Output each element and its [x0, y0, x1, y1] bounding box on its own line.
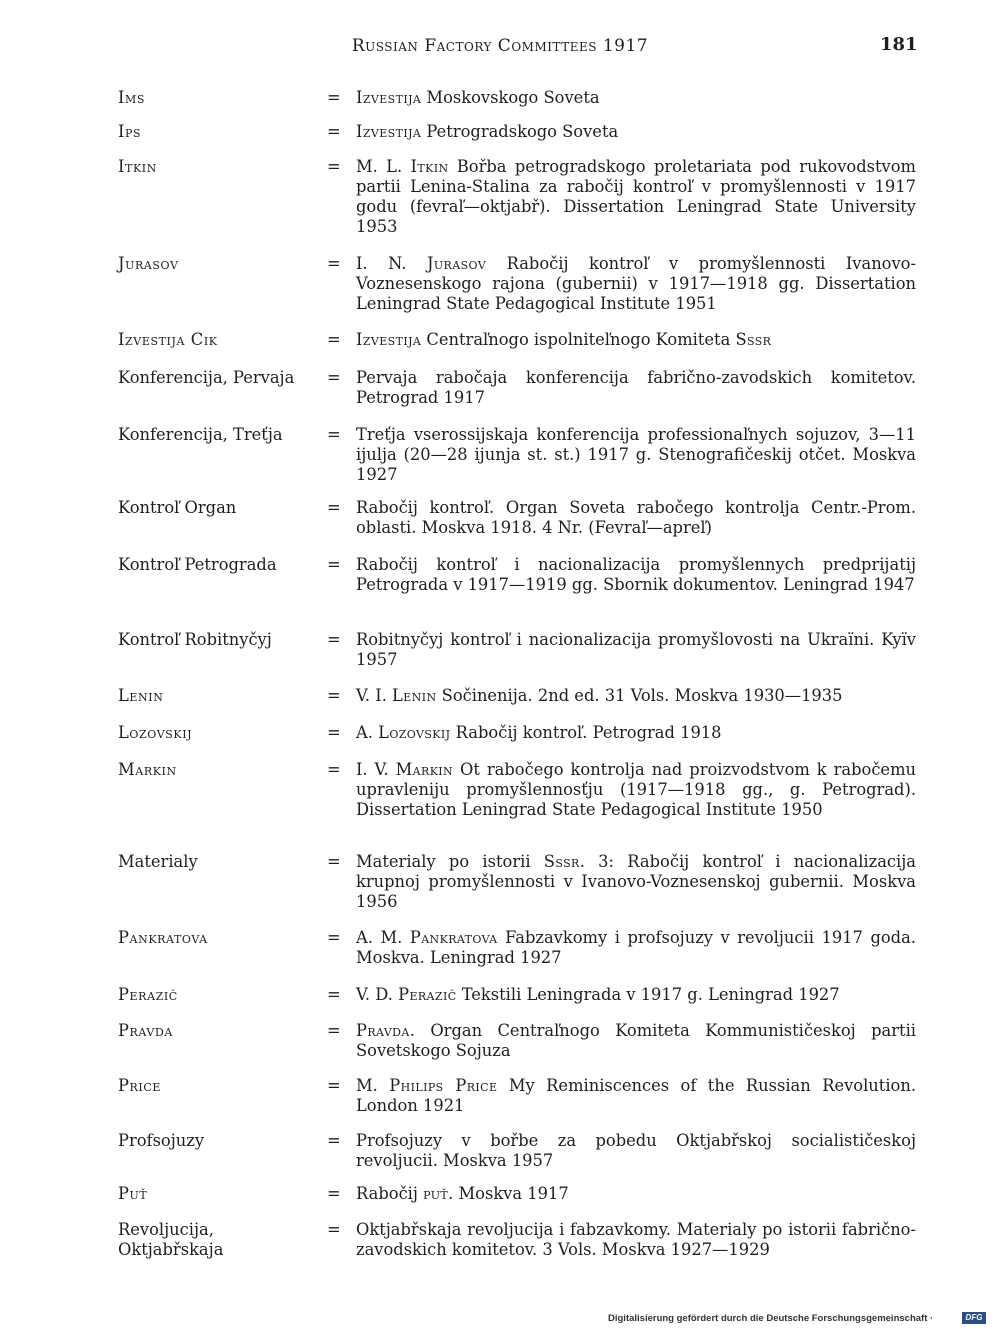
equals-sign: = [327, 425, 341, 444]
equals-sign: = [327, 122, 341, 141]
running-head [0, 36, 1000, 56]
equals-sign: = [327, 1184, 341, 1203]
equals-sign: = [327, 157, 341, 176]
entry-text: Treťja vserossijskaja konferencija professionaľnych sojuzov, 3—11 ijulja (20—28 ijunja st. st.) 1917 g. Stenografičeskij otčet. Moskva 1927 [356, 425, 916, 484]
entry-text: Robitnyčyj kontroľ i nacionalizacija promyšlovosti na Ukraïni. Kyïv 1957 [356, 630, 916, 669]
entry-lead-term: Philips Price [389, 1076, 498, 1095]
equals-sign: = [327, 1131, 341, 1150]
entry-author-initials: V. D. [356, 985, 399, 1004]
entry-text: Rabočij [356, 1184, 424, 1203]
entry-lead-term: Markin [395, 760, 454, 779]
entry-smallcaps-term: Sssr [543, 852, 580, 871]
entry-abbreviation: Pravda [118, 1021, 173, 1040]
entry-text-continued: . Moskva 1917 [448, 1184, 569, 1203]
entry-description [356, 1021, 916, 1061]
entry-lead-term: Itkin [410, 157, 449, 176]
entry-text: Rabočij kontroľ. Petrograd 1918 [450, 723, 722, 742]
entry-description [356, 1220, 916, 1260]
entry-abbreviation: Kontroľ Organ [118, 498, 237, 517]
equals-sign: = [327, 985, 341, 1004]
equals-sign: = [327, 368, 341, 387]
entry-text: Centraľnogo ispolniteľnogo Komiteta [421, 330, 736, 349]
digitization-credit: Digitalisierung gefördert durch die Deutsche Forschungsgemeinschaft · [608, 1313, 934, 1324]
entry-author-initials: I. N. [356, 254, 427, 273]
entry-description [356, 254, 916, 314]
entry-description [356, 1131, 916, 1171]
entry-abbreviation: Profsojuzy [118, 1131, 205, 1150]
equals-sign: = [327, 555, 341, 574]
entry-text: Ot rabočego kontrolja nad proizvodstvom k rabočemu upravleniju promyšlennosťju (1917—1918 gg., g. Petrograd). Dissertation Leningrad State Pedagogical Institute 1950 [356, 760, 916, 819]
entry-smallcaps-term: Sssr [735, 330, 772, 349]
equals-sign: = [327, 686, 341, 705]
running-title: Russian Factory Committees 1917 [351, 36, 649, 56]
entry-abbreviation: Izvestija Cik [118, 330, 218, 349]
entry-text: Moskovskogo Soveta [421, 88, 600, 107]
entry-description [356, 928, 916, 968]
entry-text: Materialy po istorii [356, 852, 544, 871]
entry-lead-term: Lozovskij [378, 723, 451, 742]
entry-description [356, 498, 916, 538]
page-number: 181 [880, 34, 918, 55]
entry-text: Petrogradskogo Soveta [421, 122, 619, 141]
entry-text: Bořba petrogradskogo proletariata pod rukovodstvom partii Lenina-Stalina za rabočij kontroľ v promyšlennosti v 1917 godu (fevraľ—oktjabř). Dissertation Leningrad State University 1953 [356, 157, 916, 236]
entry-text: Profsojuzy v bořbe za pobedu Oktjabřskoj socialističeskoj revoljucii. Moskva 1957 [356, 1131, 916, 1170]
entry-text: Rabočij kontroľ. Organ Soveta rabočego kontrolja Centr.-Prom. oblasti. Moskva 1918. 4 Nr. (Fevraľ—apreľ) [356, 498, 916, 537]
entry-description [356, 1184, 916, 1204]
entry-author-initials: M. [356, 1076, 390, 1095]
entry-abbreviation: Pankratova [118, 928, 208, 947]
entry-description [356, 760, 916, 820]
equals-sign: = [327, 1021, 341, 1040]
entry-lead-term: Jurasov [426, 254, 487, 273]
entry-author-initials: I. V. [356, 760, 396, 779]
entry-description [356, 157, 916, 237]
equals-sign: = [327, 1076, 341, 1095]
equals-sign: = [327, 498, 341, 517]
entry-lead-term: Izvestija [356, 122, 422, 141]
entry-text: Pervaja rabočaja konferencija fabrično-zavodskich komitetov. Petrograd 1917 [356, 368, 916, 407]
entry-description [356, 686, 916, 706]
entry-text: Rabočij kontroľ v promyšlennosti Ivanovo-Voznesenskogo rajona (gubernii) v 1917—1918 gg. Dissertation Leningrad State Pedagogical Institute 1951 [356, 254, 916, 313]
entry-text: Fabzavkomy i profsojuzy v revoljucii 1917 goda. Moskva. Leningrad 1927 [356, 928, 916, 967]
entry-description [356, 88, 916, 108]
entry-author-initials: V. I. [356, 686, 393, 705]
entry-text: Oktjabřskaja revoljucija i fabzavkomy. Materialy po istorii fabrično-zavodskich komitetov. 3 Vols. Moskva 1927—1929 [356, 1220, 916, 1259]
entry-text-continued: . 3: Rabočij kontroľ i nacionalizacija krupnoj promyšlennosti v Ivanovo-Voznesenskoj gubernii. Moskva 1956 [356, 852, 916, 911]
entry-abbreviation: Ips [118, 122, 142, 141]
equals-sign: = [327, 1220, 341, 1239]
entry-abbreviation: Kontroľ Petrograda [118, 555, 277, 574]
entry-abbreviation: Ims [118, 88, 146, 107]
entry-text: Tekstili Leningrada v 1917 g. Leningrad 1927 [456, 985, 840, 1004]
entry-description [356, 425, 916, 485]
entry-author-initials: M. L. [356, 157, 411, 176]
dfg-logo: DFG [962, 1312, 986, 1324]
entry-abbreviation: Lenin [118, 686, 164, 705]
entry-lead-term: Pankratova [409, 928, 498, 947]
equals-sign: = [327, 928, 341, 947]
equals-sign: = [327, 330, 341, 349]
entry-lead-term: Perazič [398, 985, 457, 1004]
entry-description [356, 723, 916, 743]
entry-abbreviation: Price [118, 1076, 162, 1095]
entry-text: Rabočij kontroľ i nacionalizacija promyšlennych predprijatij Petrograda v 1917—1919 gg. Sbornik dokumentov. Leningrad 1947 [356, 555, 916, 594]
entry-abbreviation: Lozovskij [118, 723, 193, 742]
entry-text: . Organ Centraľnogo Komiteta Kommunističeskoj partii Sovetskogo Sojuza [356, 1021, 916, 1060]
entry-abbreviation: Konferencija, Pervaja [118, 368, 295, 387]
equals-sign: = [327, 852, 341, 871]
entry-description [356, 1076, 916, 1116]
entry-description [356, 985, 916, 1005]
entry-description [356, 630, 916, 670]
entry-text: Sočinenija. 2nd ed. 31 Vols. Moskva 1930—1935 [436, 686, 843, 705]
entry-description [356, 555, 916, 595]
entry-author-initials: A. M. [356, 928, 410, 947]
entry-description [356, 852, 916, 912]
entry-lead-term: Izvestija [356, 88, 422, 107]
equals-sign: = [327, 88, 341, 107]
entry-description [356, 368, 916, 408]
equals-sign: = [327, 254, 341, 273]
entry-description [356, 122, 916, 142]
equals-sign: = [327, 630, 341, 649]
entry-abbreviation: Konferencija, Treťja [118, 425, 283, 444]
entry-lead-term: Lenin [392, 686, 437, 705]
entry-abbreviation: Jurasov [118, 254, 179, 273]
entry-description [356, 330, 916, 350]
entry-lead-term: Pravda [356, 1021, 410, 1040]
entry-smallcaps-term: puť [423, 1184, 449, 1203]
entry-abbreviation: Materialy [118, 852, 198, 871]
entry-abbreviation: Markin [118, 760, 177, 779]
entry-lead-term: Izvestija [356, 330, 422, 349]
entry-abbreviation: Kontroľ Robitnyčyj [118, 630, 272, 649]
entry-author-initials: A. [356, 723, 379, 742]
equals-sign: = [327, 760, 341, 779]
entry-text: My Reminiscences of the Russian Revolution. London 1921 [356, 1076, 916, 1115]
entry-abbreviation: Perazič [118, 985, 178, 1004]
entry-abbreviation: Revoljucija, Oktjabřskaja [118, 1220, 224, 1259]
entry-abbreviation: Puť [118, 1184, 148, 1203]
equals-sign: = [327, 723, 341, 742]
entry-abbreviation: Itkin [118, 157, 157, 176]
